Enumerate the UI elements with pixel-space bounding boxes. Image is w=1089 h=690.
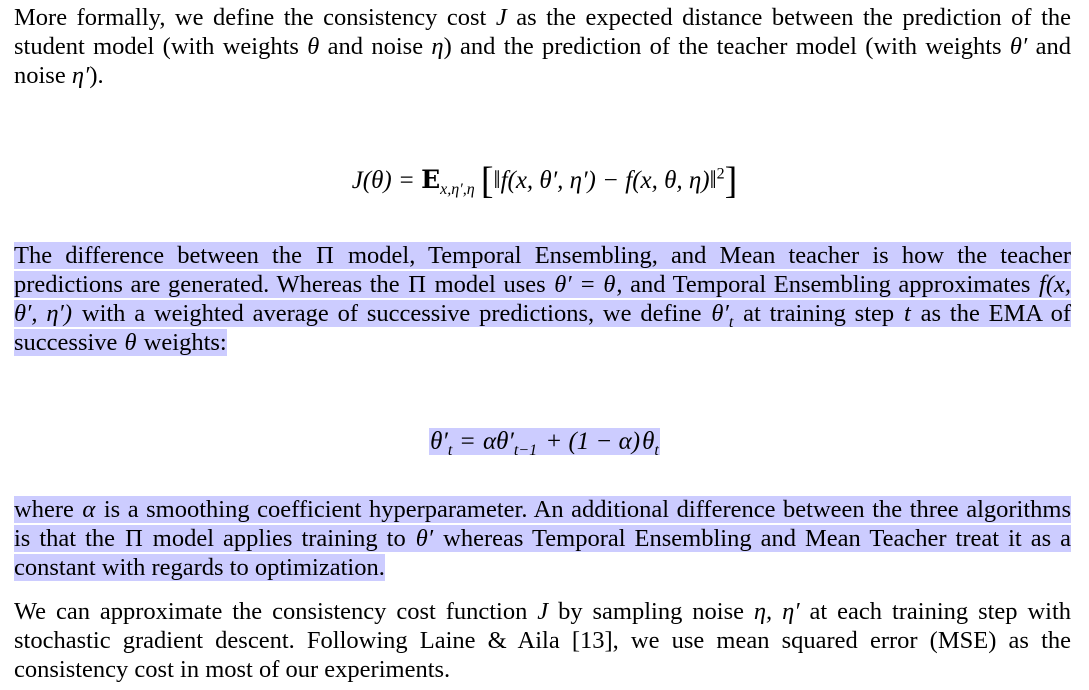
text: where: [14, 496, 82, 523]
math-subscript: t: [728, 313, 734, 331]
math-theta: θ: [124, 329, 137, 356]
text: weights:: [137, 329, 227, 356]
paragraph-approximation: [14, 597, 1071, 684]
eq-theta-t: [641, 428, 660, 459]
eq-subscript: t: [654, 442, 659, 459]
math-eta: η: [431, 33, 444, 60]
math-theta-prime-t: [710, 300, 734, 331]
math-J: J: [495, 4, 507, 31]
paragraph-difference: [14, 241, 1071, 357]
eq-lhs: J(θ) =: [351, 167, 422, 194]
eq-plus-term: + (1 − α): [539, 428, 641, 455]
equation-consistency-cost: [0, 160, 1089, 201]
eq-expectation: E: [421, 165, 441, 194]
text: by sampling noise: [548, 598, 754, 625]
eq-term: θ: [642, 428, 655, 455]
math-eta-pair: η, η′: [753, 598, 800, 625]
eq-superscript: 2: [716, 165, 725, 183]
eq-subscript: x,η′,η: [440, 181, 475, 198]
paragraph-smoothing: [14, 495, 1071, 582]
math-pi: Π: [316, 242, 334, 269]
text: and noise: [319, 33, 432, 60]
math-theta-prime: θ′: [1009, 33, 1028, 60]
eq-left-bracket: [: [480, 160, 494, 202]
math-theta-prime: θ′: [711, 300, 729, 327]
text: We can approximate the consistency cost function: [14, 598, 538, 625]
math-J: J: [537, 598, 549, 625]
text: The difference between the: [14, 242, 316, 269]
text: ).: [89, 62, 104, 89]
text: model, Temporal Ensembling, and Mean teacher is how the teacher predictions are generated. Whereas the: [14, 242, 1071, 298]
paragraph-consistency-cost: [14, 3, 1071, 90]
math-t: t: [903, 300, 911, 327]
eq-theta-prime-t: [429, 428, 453, 459]
eq-subscript: t: [447, 442, 453, 459]
eq-body: ‖f(x, θ′, η′) − f(x, θ, η)‖: [493, 167, 717, 194]
math-f-expression: f(x, θ′, η′): [14, 271, 1071, 327]
text: , and Temporal Ensembling approximates: [616, 271, 1039, 298]
text: at training step: [734, 300, 903, 327]
text: with a weighted average of successive predictions, we define: [73, 300, 711, 327]
math-theta-equals: θ′ = θ: [554, 271, 616, 298]
text: is a smoothing coefficient hyperparameter. An additional difference between the three algorithms is that the: [14, 496, 1071, 552]
eq-equals: =: [454, 428, 481, 455]
text: as the EMA of successive: [14, 300, 1071, 356]
math-theta-prime: θ′: [415, 525, 434, 552]
math-eta-prime: η′: [71, 62, 90, 89]
text: model uses: [427, 271, 554, 298]
eq-alpha-theta: [482, 428, 538, 459]
text: model applies training to: [143, 525, 415, 552]
text: as the expected distance between the prediction of the student model (with weights: [14, 4, 1071, 60]
math-pi: Π: [125, 525, 143, 552]
eq-subscript: t−1: [513, 442, 538, 459]
text: at each training step with stochastic gradient descent. Following Laine & Aila [13], we use mean squared error (MSE) as the consistency cost in most of our experiments.: [14, 598, 1072, 683]
text: and noise: [14, 33, 1072, 89]
math-theta: θ: [307, 33, 320, 60]
eq-term: αθ′: [482, 428, 514, 455]
text: whereas Temporal Ensembling and Mean Teacher treat it as a constant with regards to optimization.: [14, 525, 1071, 581]
text: ) and the prediction of the teacher model (with weights: [443, 33, 1010, 60]
equation-ema: [0, 422, 1089, 462]
eq-right-bracket: ]: [724, 160, 738, 202]
math-alpha: α: [82, 496, 96, 523]
eq-term: θ′: [430, 428, 448, 455]
math-pi: Π: [408, 271, 426, 298]
text: More formally, we define the consistency cost: [14, 4, 496, 31]
